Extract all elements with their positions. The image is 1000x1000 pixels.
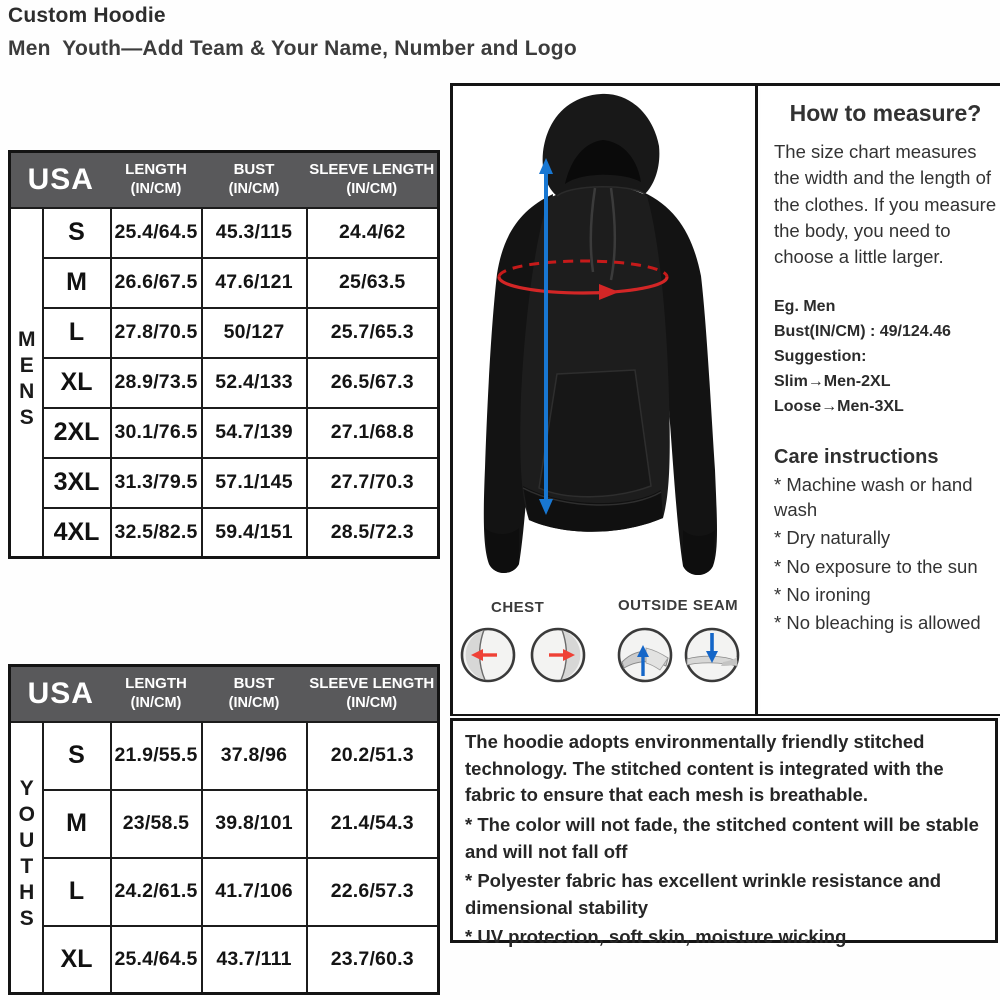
bust-cell: 43.7/111: [202, 926, 307, 994]
suggestion-line: Bust(IN/CM) : 49/124.46: [774, 323, 951, 341]
column-header-bust: BUST (IN/CM): [202, 666, 307, 722]
table-row: [10, 308, 439, 358]
size-cell: M: [43, 790, 111, 858]
sleeve-cell: 28.5/72.3: [307, 508, 439, 558]
description-line: * UV protection, soft skin, moisture wicking: [465, 926, 847, 948]
bust-cell: 39.8/101: [202, 790, 307, 858]
table-row: [10, 926, 439, 994]
sleeve-cell: 23.7/60.3: [307, 926, 439, 994]
column-header-sleeve: SLEEVE LENGTH (IN/CM): [307, 152, 439, 208]
measure-panels: [450, 83, 1000, 716]
description-line: * Polyester fabric has excellent wrinkle resistance and dimensional stability: [465, 870, 942, 918]
size-cell: 3XL: [43, 458, 111, 508]
chest-measure-right-arrow-icon: [529, 626, 587, 684]
description-line: * The color will not fade, the stitched content will be stable and will not fall off: [465, 813, 979, 862]
column-header-usa: USA: [10, 666, 111, 722]
table-row: [10, 408, 439, 458]
length-cell: 25.4/64.5: [111, 926, 202, 994]
length-cell: 21.9/55.5: [111, 722, 202, 790]
size-cell: S: [43, 722, 111, 790]
seam-measure-down-arrow-icon: [683, 626, 741, 684]
chest-label: CHEST: [491, 599, 545, 616]
suggestion-line: Slim→Men-2XL: [774, 372, 891, 390]
sleeve-cell: 24.4/62: [307, 208, 439, 258]
length-cell: 31.3/79.5: [111, 458, 202, 508]
table-row: [10, 508, 439, 558]
care-item: * No exposure to the sun: [774, 555, 978, 577]
size-cell: L: [43, 858, 111, 926]
length-cell: 28.9/73.5: [111, 358, 202, 408]
size-cell: XL: [43, 926, 111, 994]
outside-seam-label: OUTSIDE SEAM: [618, 597, 739, 614]
column-header-bust: BUST (IN/CM): [202, 152, 307, 208]
length-cell: 25.4/64.5: [111, 208, 202, 258]
product-description-box: [450, 718, 998, 948]
column-header-sleeve: SLEEVE LENGTH (IN/CM): [307, 666, 439, 722]
size-cell: L: [43, 308, 111, 358]
group-label-cell: [10, 208, 43, 558]
column-header-length: LENGTH (IN/CM): [111, 152, 202, 208]
size-cell: XL: [43, 358, 111, 408]
table-row: [10, 258, 439, 308]
table-row: [10, 458, 439, 508]
seam-measure-up-arrow-icon: [616, 626, 674, 684]
care-item: * No bleaching is allowed: [774, 612, 981, 634]
how-to-measure-panel: [761, 86, 1000, 714]
bust-cell: 41.7/106: [202, 858, 307, 926]
sleeve-cell: 25.7/65.3: [307, 308, 439, 358]
group-label-cell: [10, 722, 43, 994]
sleeve-cell: 27.1/68.8: [307, 408, 439, 458]
bust-cell: 37.8/96: [202, 722, 307, 790]
length-cell: 26.6/67.5: [111, 258, 202, 308]
table-row: [10, 790, 439, 858]
column-header-length: LENGTH (IN/CM): [111, 666, 202, 722]
size-suggestion-block: [774, 295, 997, 419]
youths-group-label: YOUTHS: [15, 776, 39, 933]
length-cell: 23/58.5: [111, 790, 202, 858]
page-title: Custom Hoodie: [8, 4, 166, 27]
table-header-row: [10, 152, 439, 208]
hoodie-image: [453, 88, 755, 590]
sleeve-cell: 25/63.5: [307, 258, 439, 308]
chest-measure-left-arrow-icon: [459, 626, 517, 684]
care-item: * No ironing: [774, 583, 871, 605]
care-instructions-title: Care instructions: [774, 446, 939, 469]
suggestion-line: Eg. Men: [774, 298, 836, 316]
mens-size-table: [8, 150, 440, 559]
bust-cell: 50/127: [202, 308, 307, 358]
page-subtitle: Men Youth—Add Team & Your Name, Number and Logo: [8, 37, 577, 60]
suggestion-line: Loose→Men-3XL: [774, 397, 904, 415]
table-row: [10, 358, 439, 408]
bust-cell: 52.4/133: [202, 358, 307, 408]
sleeve-cell: 21.4/54.3: [307, 790, 439, 858]
table-row: [10, 858, 439, 926]
length-cell: 30.1/76.5: [111, 408, 202, 458]
size-cell: 4XL: [43, 508, 111, 558]
how-to-measure-body: The size chart measures the width and the length of the clothes. If you measure the body, you need to choose a little larger.: [774, 141, 997, 268]
sleeve-cell: 22.6/57.3: [307, 858, 439, 926]
size-cell: 2XL: [43, 408, 111, 458]
youths-size-table: [8, 664, 440, 995]
column-header-usa: USA: [10, 152, 111, 208]
length-cell: 27.8/70.5: [111, 308, 202, 358]
table-header-row: [10, 666, 439, 722]
bust-cell: 57.1/145: [202, 458, 307, 508]
bust-cell: 47.6/121: [202, 258, 307, 308]
bust-cell: 45.3/115: [202, 208, 307, 258]
sleeve-cell: 27.7/70.3: [307, 458, 439, 508]
sleeve-cell: 26.5/67.3: [307, 358, 439, 408]
length-cell: 24.2/61.5: [111, 858, 202, 926]
table-row: [10, 722, 439, 790]
size-cell: M: [43, 258, 111, 308]
bust-cell: 54.7/139: [202, 408, 307, 458]
suggestion-line: Suggestion:: [774, 347, 867, 365]
care-item: * Machine wash or hand wash: [774, 474, 973, 520]
sleeve-cell: 20.2/51.3: [307, 722, 439, 790]
table-row: [10, 208, 439, 258]
description-line: The hoodie adopts environmentally friendly stitched technology. The stitched content is integrated with the fabric to ensure that each mesh is breathable.: [465, 731, 944, 806]
mens-group-label: MENS: [15, 327, 39, 432]
size-cell: S: [43, 208, 111, 258]
how-to-measure-title: How to measure?: [789, 100, 982, 126]
care-item: * Dry naturally: [774, 527, 891, 549]
bust-cell: 59.4/151: [202, 508, 307, 558]
hoodie-panel: [453, 86, 758, 714]
length-cell: 32.5/82.5: [111, 508, 202, 558]
